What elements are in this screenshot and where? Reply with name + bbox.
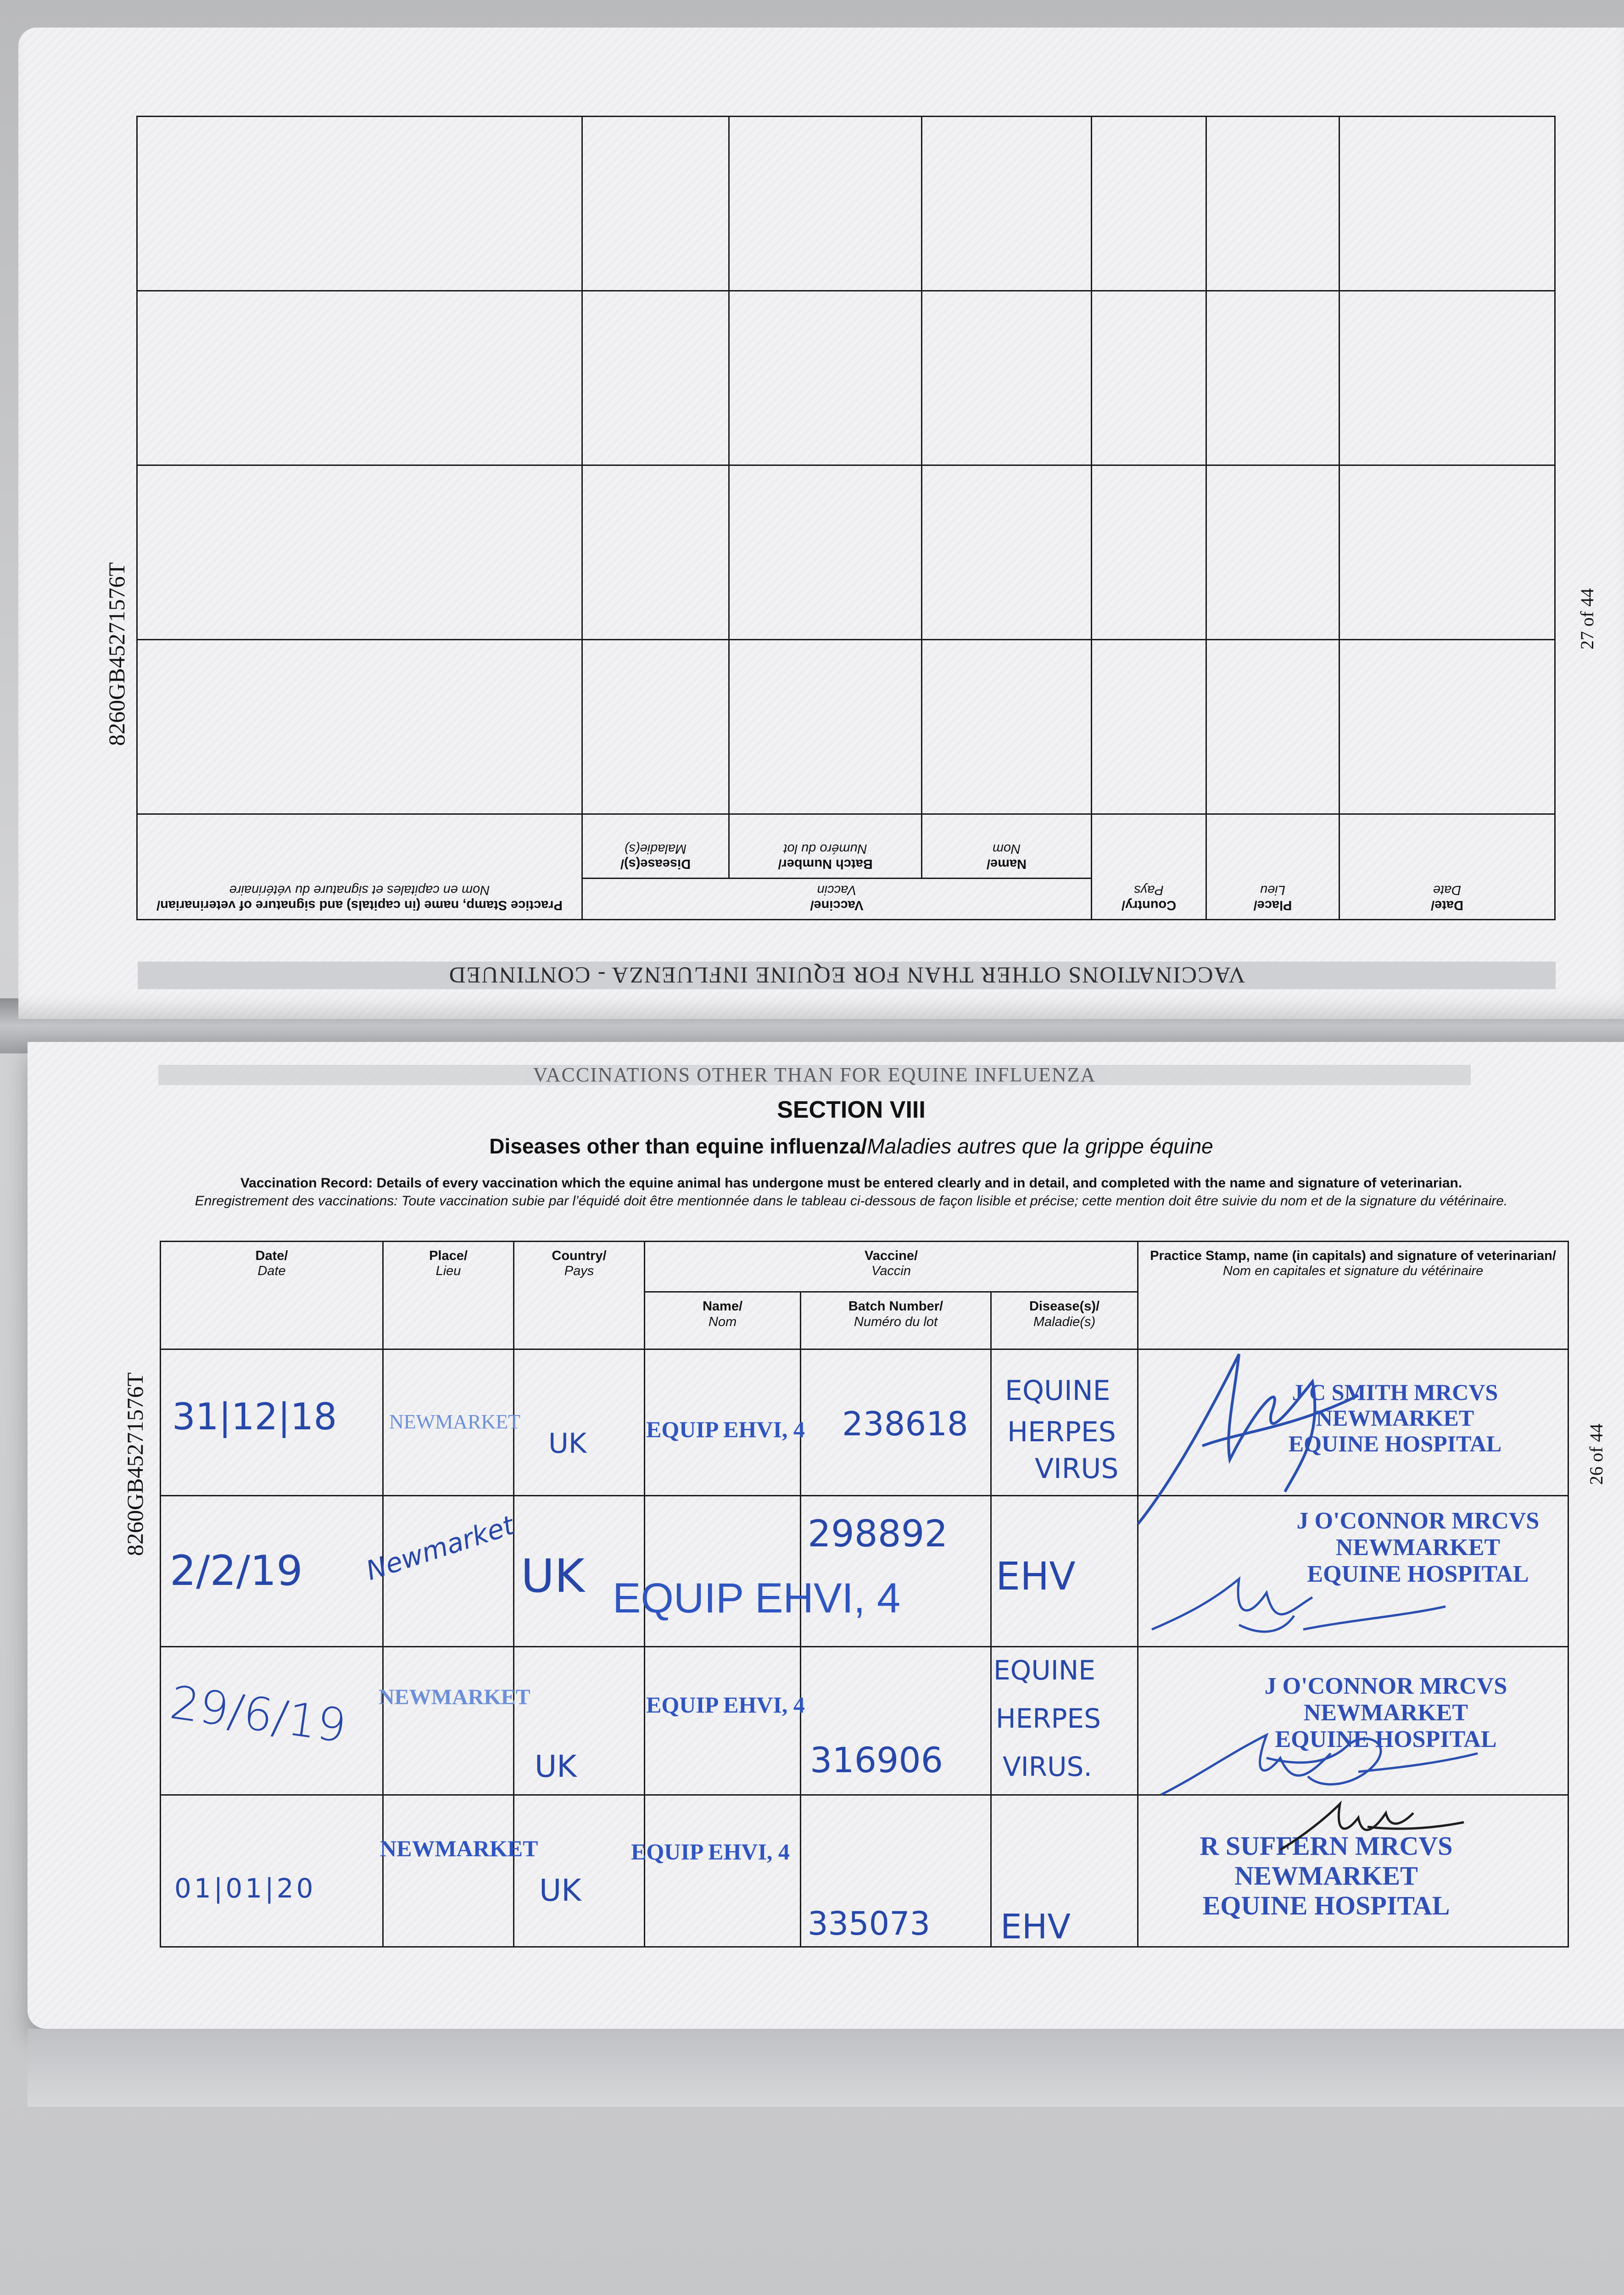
page-number-top: 27 of 44: [1577, 588, 1597, 649]
lower-banner: [158, 1065, 1471, 1085]
row4-vet-line2: NEWMARKET: [1234, 1860, 1418, 1891]
page-edge-shadow: [28, 2029, 1624, 2107]
row4-place-stamp: NEWMARKET: [380, 1836, 538, 1861]
table-row: [137, 640, 1555, 814]
row3-vet-line2: NEWMARKET: [1303, 1700, 1468, 1726]
page-number-bottom: 26 of 44: [1586, 1423, 1607, 1485]
upper-header-vaccine: Vaccine/ Vaccin: [582, 879, 1091, 920]
row3-country: UK: [535, 1749, 577, 1784]
row2-disease: EHV: [996, 1554, 1076, 1599]
row1-vaccine-stamp: EQUIP EHVI, 4: [646, 1416, 805, 1442]
header-disease: Disease(s)/ Maladie(s): [991, 1292, 1138, 1349]
row3-disease-2: HERPES: [996, 1703, 1101, 1734]
upper-banner-text: VACCINATIONS OTHER THAN FOR EQUINE INFLUENZA - CONTINUED: [448, 963, 1245, 988]
row3-signature: [1156, 1717, 1487, 1804]
row2-batch: 298892: [808, 1512, 948, 1555]
header-place: Place/ Lieu: [383, 1242, 514, 1349]
intro-text: [138, 1174, 1565, 1210]
upper-page-content: [138, 117, 1556, 988]
header-vaccine: Vaccine/ Vaccin: [645, 1242, 1138, 1292]
row3-disease-3: VIRUS.: [1003, 1751, 1092, 1782]
row1-country: UK: [548, 1427, 587, 1460]
row3-batch: 316906: [810, 1740, 943, 1780]
row4-vaccine-stamp: EQUIP EHVI, 4: [631, 1839, 790, 1864]
row4-date: 01|01|20: [174, 1873, 316, 1904]
row1-vet-name: J C SMITH MRCVS: [1292, 1379, 1498, 1405]
upper-header-place: Place/ Lieu: [1206, 814, 1339, 920]
upper-header-practice: Practice Stamp, name (in capitals) and signature of veterinarian/ Nom en capitales et signature du vétérinaire: [137, 814, 582, 920]
row3-vaccine-stamp: EQUIP EHVI, 4: [646, 1692, 805, 1718]
table-row: [137, 465, 1555, 640]
upper-header-disease: Disease(s)/ Maladie(s): [582, 814, 729, 879]
header-country: Country/ Pays: [514, 1242, 645, 1349]
row3-vet-line3: EQUINE HOSPITAL: [1275, 1726, 1497, 1753]
upper-header-name: Name/ Nom: [922, 814, 1092, 879]
row2-vaccine-stamp: EQUIP EHVI, 4: [613, 1575, 901, 1622]
passport-id-top: 8260GB45271576T: [104, 562, 129, 746]
section-subtitle: [138, 1134, 1565, 1159]
upper-header-country: Country/ Pays: [1092, 814, 1206, 920]
subtitle-fr: Maladies autres que la grippe équine: [867, 1134, 1213, 1158]
row1-signature: [1120, 1340, 1377, 1533]
row3-date: 29/6/19: [167, 1675, 350, 1753]
row3-disease-1: EQUINE: [993, 1655, 1095, 1686]
row2-place: Newmarket: [362, 1509, 518, 1587]
row1-disease-3: VIRUS: [1035, 1453, 1119, 1485]
header-practice: Practice Stamp, name (in capitals) and signature of veterinarian/ Nom en capitales et signature du vétérinaire: [1138, 1242, 1568, 1349]
row2-vet-line2: NEWMARKET: [1335, 1534, 1501, 1561]
header-date: Date/ Date: [161, 1242, 383, 1349]
intro-fr: Enregistrement des vaccinations: Toute vaccination subie par l’équidé doit être mentionnée dans le tableau ci-dessous de façon lisible et précise; cette mention doit être suivie du nom et de la signature du vétérinaire.: [195, 1193, 1508, 1209]
row3-place-stamp: NEWMARKET: [379, 1685, 530, 1709]
row4-country: UK: [539, 1873, 581, 1908]
row4-batch: 335073: [808, 1905, 931, 1942]
row1-vet-line2: NEWMARKET: [1316, 1405, 1474, 1431]
upper-header-date: Date/ Date: [1339, 814, 1555, 920]
row1-disease-2: HERPES: [1007, 1416, 1116, 1448]
row2-vet-name: J O'CONNOR MRCVS: [1296, 1508, 1540, 1534]
row4-vet-line3: EQUINE HOSPITAL: [1202, 1890, 1450, 1920]
row1-batch: 238618: [842, 1405, 968, 1443]
intro-en: Vaccination Record: Details of every vaccination which the equine animal has undergone must be entered clearly and in detail, and completed with the name and signature of veterinarian.: [240, 1175, 1462, 1191]
row4-disease: EHV: [1000, 1907, 1071, 1947]
table-row: [137, 291, 1555, 465]
row3-vet-name: J O'CONNOR MRCVS: [1264, 1673, 1507, 1699]
lower-banner-text: VACCINATIONS OTHER THAN FOR EQUINE INFLUENZA: [533, 1065, 1096, 1085]
row2-date: 2/2/19: [170, 1547, 303, 1595]
row2-country: UK: [521, 1549, 585, 1603]
row4-signature: [1276, 1799, 1468, 1854]
upper-vaccination-table: [136, 116, 1556, 920]
header-batch: Batch Number/ Numéro du lot: [801, 1292, 991, 1349]
row1-disease-1: EQUINE: [1005, 1375, 1111, 1407]
header-name: Name/ Nom: [645, 1292, 801, 1349]
table-row: [137, 117, 1555, 291]
passport-id-bottom: 8260GB45271576T: [122, 1372, 148, 1556]
row1-vet-line3: EQUINE HOSPITAL: [1288, 1431, 1502, 1456]
section-heading: SECTION VIII: [777, 1097, 926, 1123]
upper-header-batch: Batch Number/ Numéro du lot: [729, 814, 922, 879]
upper-banner: [138, 962, 1556, 989]
row2-vet-line3: EQUINE HOSPITAL: [1307, 1561, 1529, 1588]
row2-signature: [1147, 1561, 1468, 1652]
row1-place-stamp: NEWMARKET: [389, 1411, 520, 1433]
subtitle-en: Diseases other than equine influenza/: [489, 1134, 867, 1158]
row4-vet-name: R SUFFERN MRCVS: [1200, 1831, 1453, 1861]
row1-date: 31|12|18: [172, 1395, 337, 1438]
